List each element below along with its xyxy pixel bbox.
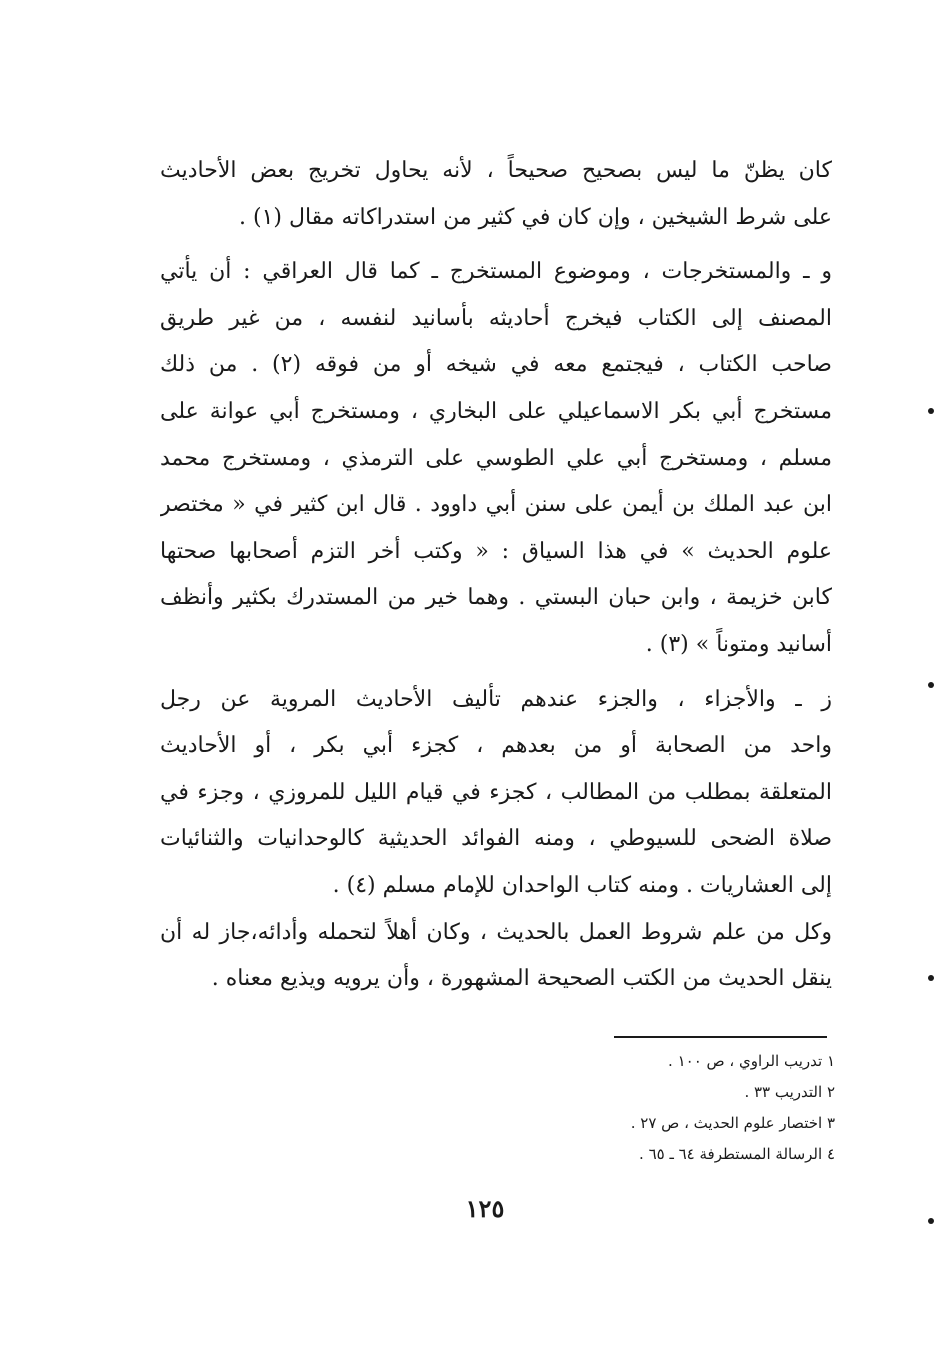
footnote-item: ٢ التدريب ٣٣ .: [744, 1083, 835, 1101]
text-line: ابن عبد الملك بن أيمن على سنن أبي داوود . قال ابن كثير في « مختصر: [160, 492, 832, 518]
footnote-item: ٣ اختصار علوم الحديث ، ص ٢٧ .: [630, 1114, 835, 1132]
margin-dot: [928, 682, 934, 688]
text-line: مستخرج أبي بكر الاسماعيلي على البخاري ، ومستخرج أبي عوانة على: [160, 398, 832, 424]
body-text: [160, 148, 832, 1003]
text-line: علوم الحديث » في هذا السياق : « وكتب أخر التزم أصحابها صحتها: [160, 538, 832, 564]
page-number: ١٢٥: [465, 1194, 505, 1223]
text-line: إلى العشاريات . ومنه كتاب الواحدان للإمام مسلم (٤) .: [332, 872, 832, 898]
text-line: صلاة الضحى للسيوطي ، ومنه الفوائد الحديثية كالوحدانيات والثنائيات: [160, 826, 832, 852]
text-line: واحد من الصحابة أو من بعدهم ، كجزء أبي بكر ، أو الأحاديث: [160, 733, 832, 759]
paragraph-4: [160, 910, 832, 1003]
text-line: المصنف إلى الكتاب فيخرج أحاديثه بأسانيد لنفسه ، من غير طريق: [160, 305, 832, 331]
footnote-item: ٤ الرسالة المستطرفة ٦٤ ـ ٦٥ .: [639, 1145, 835, 1163]
text-line: أسانيد ومتوناً » (٣) .: [645, 631, 832, 657]
footnote-separator: [614, 1036, 827, 1038]
footnotes: [535, 1046, 835, 1170]
text-line: كابن خزيمة ، وابن حبان البستي . وهما خير من المستدرك بكثير وأنظف: [160, 585, 832, 611]
text-line: كان يظنّ ما ليس بصحيح صحيحاً ، لأنه يحاول تخريج بعض الأحاديث: [160, 158, 832, 183]
paragraph-1: [160, 148, 832, 241]
footnote-item: ١ تدريب الراوي ، ص ١٠٠ .: [668, 1052, 835, 1070]
text-line: المتعلقة بمطلب من المطالب ، كجزء في قيام الليل للمروزي ، وجزء في: [160, 779, 832, 805]
paragraph-2: [160, 249, 832, 668]
text-line: وكل من علم شروط العمل بالحديث ، وكان أهلاً لتحمله وأدائه،جاز له أن: [160, 919, 832, 945]
text-line: صاحب الكتاب ، فيجتمع معه في شيخه أو من فوقه (٢) . من ذلك: [160, 352, 832, 378]
paragraph-3: [160, 677, 832, 910]
text-line: مسلم ، ومستخرج أبي علي الطوسي على الترمذي ، ومستخرج محمد: [160, 445, 832, 471]
margin-dot: [928, 1218, 934, 1224]
margin-dot: [928, 408, 934, 414]
text-line: على شرط الشيخين ، وإن كان في كثير من استدراكاته مقال (١) .: [238, 204, 832, 230]
text-line: و ـ والمستخرجات ، وموضوع المستخرج ـ كما قال العراقي : أن يأتي: [160, 259, 832, 285]
margin-dot: [928, 975, 934, 981]
text-line: ينقل الحديث من الكتب الصحيحة المشهورة ، وأن يرويه ويذيع معناه .: [211, 966, 832, 992]
text-line: ز ـ والأجزاء ، والجزء عندهم تأليف الأحاديث المروية عن رجل: [160, 686, 832, 712]
